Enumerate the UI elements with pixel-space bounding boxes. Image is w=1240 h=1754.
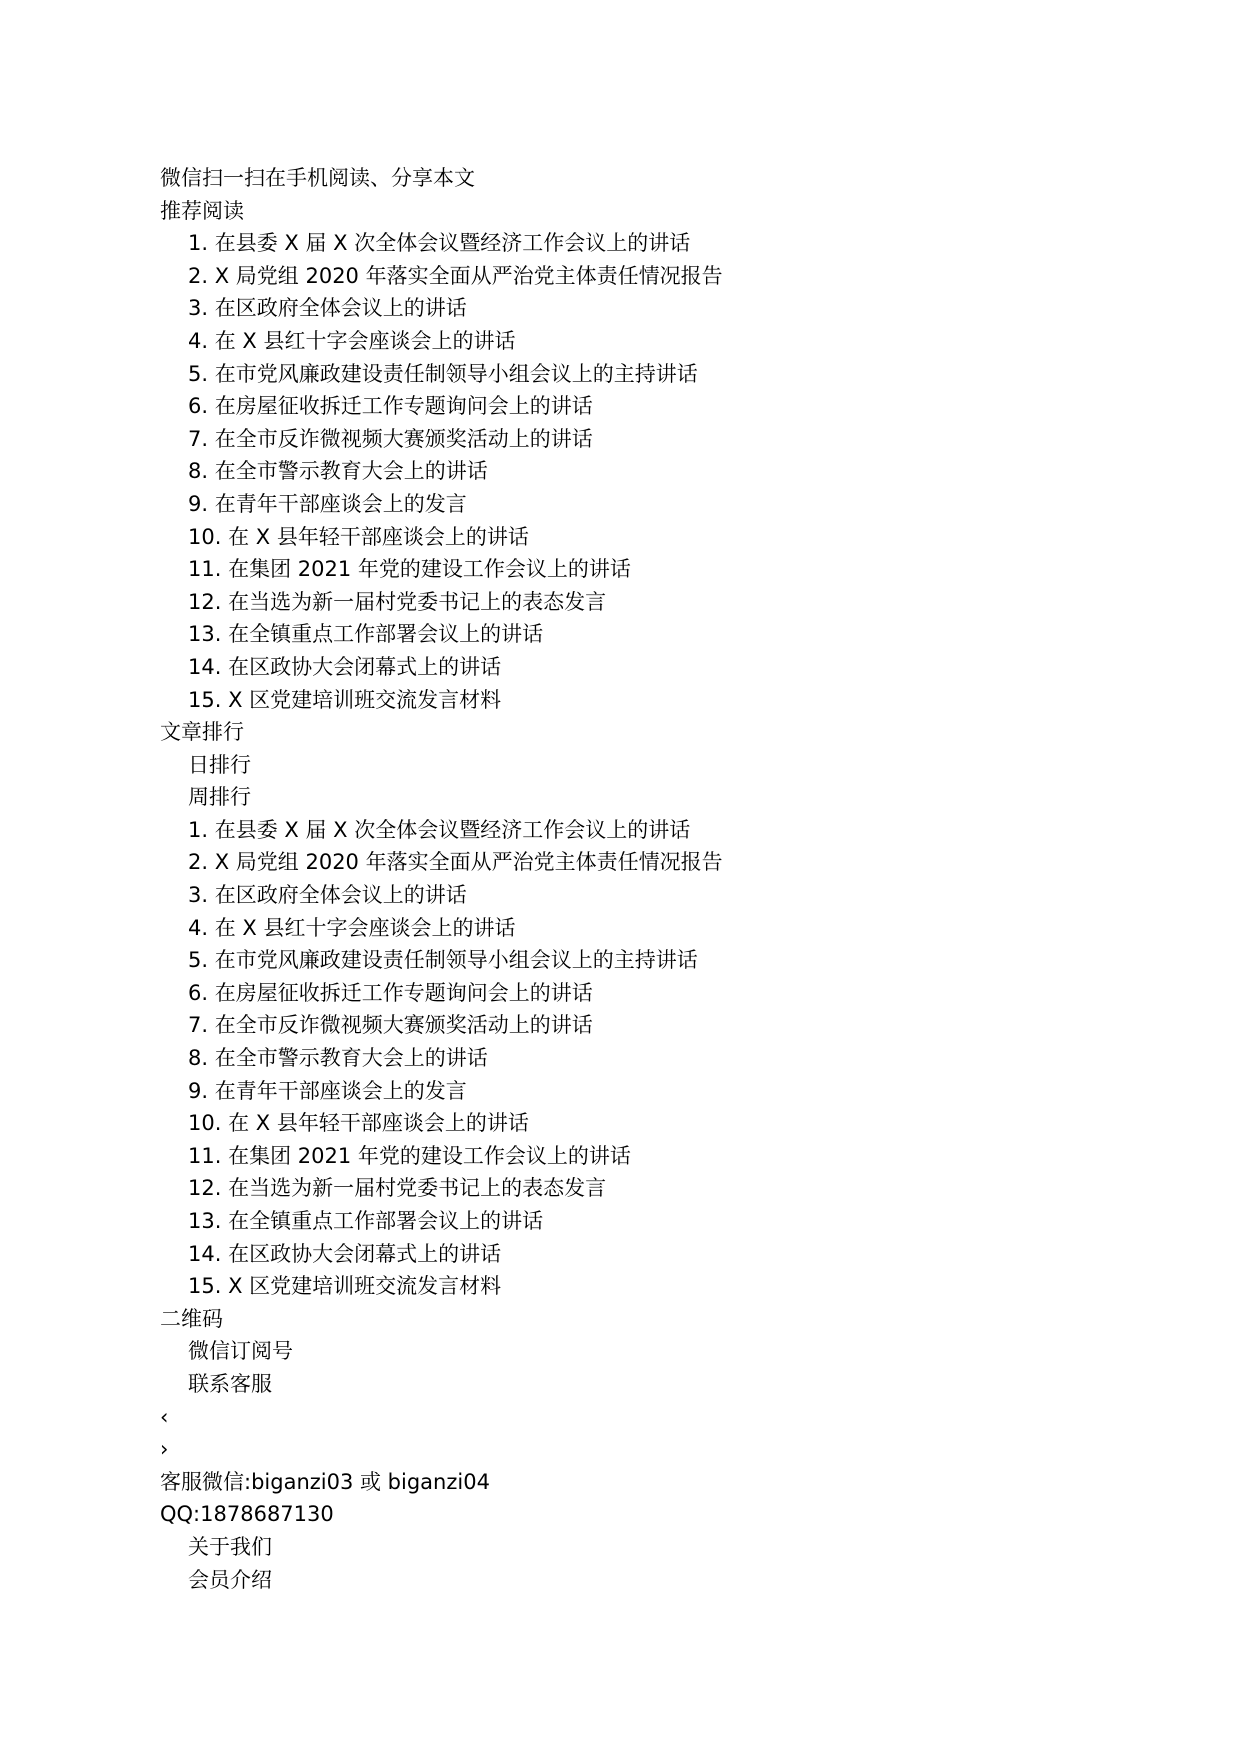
ranking-item-number: 7. [188, 1013, 209, 1038]
carousel-prev-button[interactable]: ‹ [160, 1404, 169, 1429]
recommended-item-title: 在当选为新一届村党委书记上的表态发言 [228, 589, 607, 614]
ranking-item-number: 5. [188, 948, 209, 973]
recommended-item-number: 7. [188, 426, 209, 451]
ranking-item-number: 1. [188, 817, 209, 842]
recommended-item[interactable] [160, 651, 1160, 684]
tab-contact-service[interactable]: 联系客服 [188, 1371, 272, 1396]
recommended-item-number: 5. [188, 361, 209, 386]
ranking-item-title: 在全市警示教育大会上的讲话 [214, 1046, 488, 1071]
ranking-item-number: 6. [188, 980, 209, 1005]
ranking-item[interactable] [160, 1075, 1160, 1108]
ranking-list [160, 814, 1160, 1303]
recommended-item-title: 在区政府全体会议上的讲话 [214, 296, 467, 321]
recommended-item[interactable] [160, 390, 1160, 423]
recommended-item[interactable] [160, 684, 1160, 717]
ranking-item-number: 11. [188, 1143, 222, 1168]
recommended-item-number: 1. [188, 231, 209, 256]
contact-qq: QQ:1878687130 [160, 1502, 334, 1527]
ranking-item[interactable] [160, 1270, 1160, 1303]
ranking-heading: 文章排行 [160, 720, 244, 745]
recommended-item-number: 3. [188, 296, 209, 321]
recommended-item[interactable] [160, 292, 1160, 325]
recommended-item[interactable] [160, 586, 1160, 619]
contact-wechat: 客服微信:biganzi03 或 biganzi04 [160, 1469, 490, 1494]
ranking-item[interactable] [160, 1238, 1160, 1271]
recommended-item-title: 在县委 X 届 X 次全体会议暨经济工作会议上的讲话 [214, 231, 691, 256]
recommended-item-title: 在区政协大会闭幕式上的讲话 [228, 654, 502, 679]
recommended-item[interactable] [160, 455, 1160, 488]
recommended-section [160, 195, 1160, 717]
share-hint: 微信扫一扫在手机阅读、分享本文 [160, 166, 475, 190]
footer-links [160, 1531, 1160, 1596]
tab-weekly-ranking[interactable]: 周排行 [188, 785, 251, 810]
recommended-item-title: 在青年干部座谈会上的发言 [214, 491, 467, 516]
recommended-item[interactable] [160, 423, 1160, 456]
recommended-item-number: 15. [188, 687, 222, 712]
ranking-item[interactable] [160, 814, 1160, 847]
ranking-item-number: 10. [188, 1111, 222, 1136]
ranking-item-number: 9. [188, 1078, 209, 1103]
ranking-item-title: X 区党建培训班交流发言材料 [228, 1274, 502, 1299]
ranking-item-title: 在市党风廉政建设责任制领导小组会议上的主持讲话 [214, 948, 698, 973]
ranking-item-number: 4. [188, 915, 209, 940]
ranking-item-title: X 局党组 2020 年落实全面从严治党主体责任情况报告 [214, 850, 723, 875]
recommended-item-number: 9. [188, 491, 209, 516]
recommended-item-number: 10. [188, 524, 222, 549]
ranking-item[interactable] [160, 912, 1160, 945]
qrcode-section [160, 1303, 1160, 1466]
recommended-item-number: 14. [188, 654, 222, 679]
recommended-item-title: 在全市警示教育大会上的讲话 [214, 459, 488, 484]
contact-section [160, 1466, 1160, 1531]
page-content [160, 162, 1160, 1596]
ranking-item[interactable] [160, 879, 1160, 912]
tab-daily-ranking[interactable]: 日排行 [188, 752, 251, 777]
recommended-item[interactable] [160, 358, 1160, 391]
recommended-item-title: 在房屋征收拆迁工作专题询问会上的讲话 [214, 394, 593, 419]
ranking-item[interactable] [160, 1009, 1160, 1042]
recommended-item-title: 在全市反诈微视频大赛颁奖活动上的讲话 [214, 426, 593, 451]
carousel-next-button[interactable]: › [160, 1437, 169, 1462]
ranking-item-title: 在区政府全体会议上的讲话 [214, 883, 467, 908]
ranking-item-number: 12. [188, 1176, 222, 1201]
ranking-item-number: 8. [188, 1046, 209, 1071]
ranking-item-title: 在当选为新一届村党委书记上的表态发言 [228, 1176, 607, 1201]
recommended-item-title: 在 X 县年轻干部座谈会上的讲话 [228, 524, 529, 549]
ranking-item-title: 在 X 县年轻干部座谈会上的讲话 [228, 1111, 529, 1136]
recommended-list [160, 227, 1160, 716]
ranking-item-number: 15. [188, 1274, 222, 1299]
recommended-item-title: 在 X 县红十字会座谈会上的讲话 [214, 328, 516, 353]
recommended-item-number: 4. [188, 328, 209, 353]
ranking-item-number: 3. [188, 883, 209, 908]
ranking-section [160, 716, 1160, 1303]
recommended-item-number: 8. [188, 459, 209, 484]
ranking-item[interactable] [160, 1172, 1160, 1205]
recommended-item-title: X 局党组 2020 年落实全面从严治党主体责任情况报告 [214, 263, 723, 288]
recommended-item-title: 在全镇重点工作部署会议上的讲话 [228, 622, 544, 647]
tab-wechat-subscription[interactable]: 微信订阅号 [188, 1339, 293, 1364]
ranking-item[interactable] [160, 846, 1160, 879]
ranking-item-title: 在青年干部座谈会上的发言 [214, 1078, 467, 1103]
ranking-item-number: 13. [188, 1209, 222, 1233]
membership-link[interactable]: 会员介绍 [188, 1567, 272, 1592]
ranking-item-title: 在房屋征收拆迁工作专题询问会上的讲话 [214, 980, 593, 1005]
qrcode-heading: 二维码 [160, 1306, 223, 1331]
recommended-item-title: X 区党建培训班交流发言材料 [228, 687, 502, 712]
recommended-item[interactable] [160, 325, 1160, 358]
recommended-item[interactable] [160, 521, 1160, 554]
recommended-item-title: 在市党风廉政建设责任制领导小组会议上的主持讲话 [214, 361, 698, 386]
recommended-item-number: 12. [188, 589, 222, 614]
recommended-item-number: 6. [188, 394, 209, 419]
recommended-item-number: 2. [188, 263, 209, 288]
recommended-item-number: 11. [188, 557, 222, 582]
ranking-item-title: 在集团 2021 年党的建设工作会议上的讲话 [228, 1143, 631, 1168]
recommended-item[interactable] [160, 553, 1160, 586]
ranking-item[interactable] [160, 977, 1160, 1010]
ranking-item-number: 14. [188, 1241, 222, 1266]
ranking-item-title: 在区政协大会闭幕式上的讲话 [228, 1241, 502, 1266]
ranking-item-title: 在县委 X 届 X 次全体会议暨经济工作会议上的讲话 [214, 817, 691, 842]
ranking-item[interactable] [160, 944, 1160, 977]
recommended-heading: 推荐阅读 [160, 198, 244, 223]
ranking-item[interactable] [160, 1042, 1160, 1075]
recommended-item[interactable] [160, 488, 1160, 521]
ranking-item-title: 在全镇重点工作部署会议上的讲话 [228, 1209, 544, 1233]
recommended-item-number: 13. [188, 622, 222, 647]
recommended-item[interactable] [160, 260, 1160, 293]
ranking-item-title: 在 X 县红十字会座谈会上的讲话 [214, 915, 516, 940]
about-us-link[interactable]: 关于我们 [188, 1534, 272, 1559]
ranking-item[interactable] [160, 1140, 1160, 1173]
ranking-item[interactable] [160, 1205, 1160, 1238]
recommended-item-title: 在集团 2021 年党的建设工作会议上的讲话 [228, 557, 631, 582]
ranking-item[interactable] [160, 1107, 1160, 1140]
ranking-item-title: 在全市反诈微视频大赛颁奖活动上的讲话 [214, 1013, 593, 1038]
recommended-item[interactable] [160, 227, 1160, 260]
recommended-item[interactable] [160, 618, 1160, 651]
ranking-item-number: 2. [188, 850, 209, 875]
